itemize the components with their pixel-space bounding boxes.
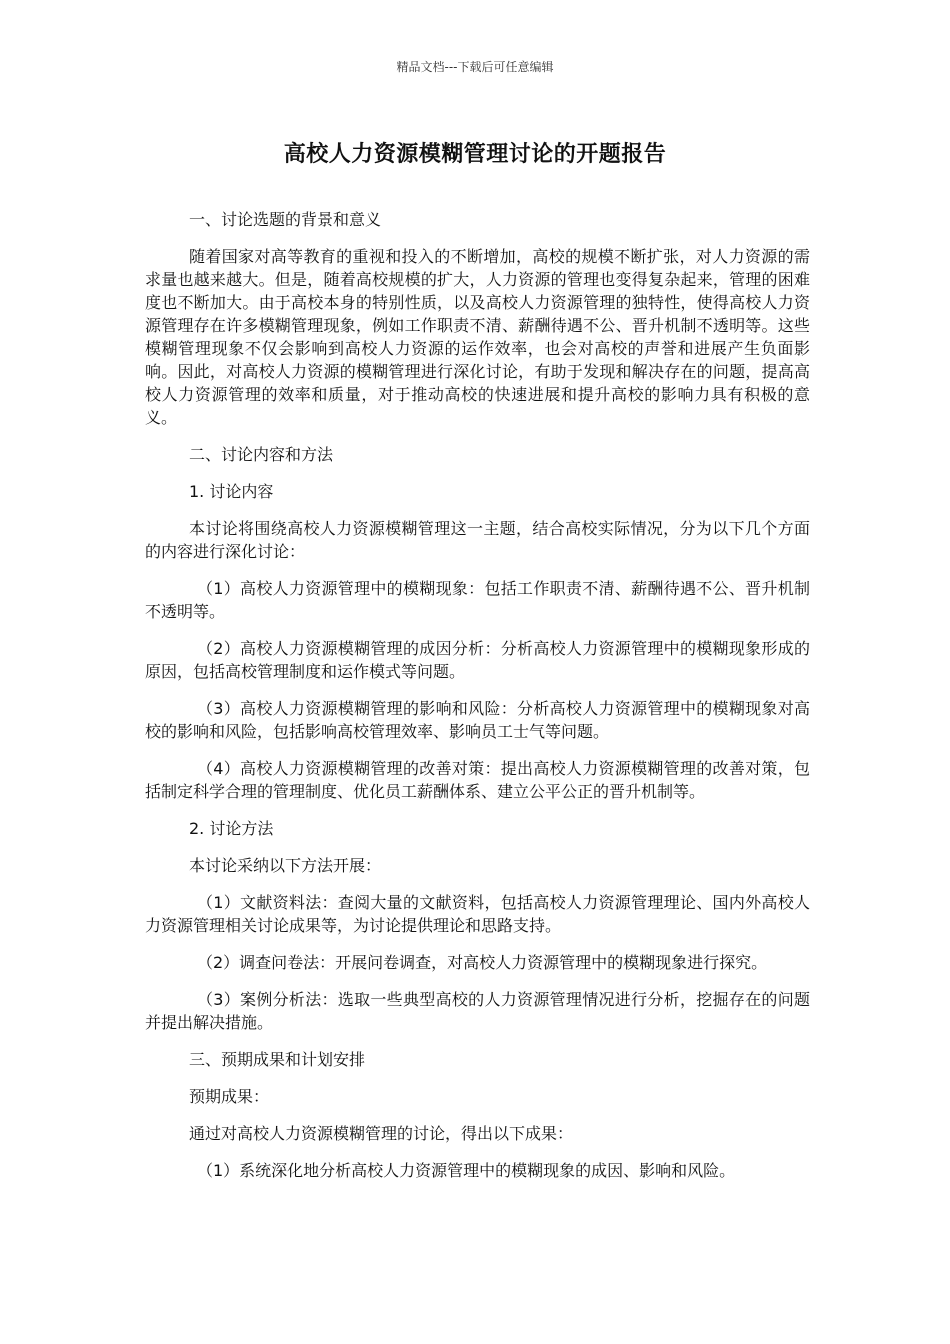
paragraph: 预期成果： bbox=[189, 1087, 270, 1106]
section-heading: 三、预期成果和计划安排 bbox=[189, 1050, 366, 1069]
document-title: 高校人力资源模糊管理讨论的开题报告 bbox=[283, 142, 667, 167]
paragraph: 本讨论采纳以下方法开展： bbox=[189, 856, 382, 875]
section-heading: 二、讨论内容和方法 bbox=[189, 445, 334, 464]
subsection-heading: 1. 讨论内容 bbox=[189, 482, 274, 501]
paragraph: 通过对高校人力资源模糊管理的讨论，得出以下成果： bbox=[189, 1124, 574, 1143]
subsection-heading: 2. 讨论方法 bbox=[189, 819, 274, 838]
page-header: 精品文档---下载后可任意编辑 bbox=[396, 60, 554, 74]
list-item: （2）高校人力资源模糊管理的成因分析：分析高校人力资源管理中的模糊现象形成的原因，包括高校管理制度和运作模式等问题。 bbox=[145, 639, 810, 681]
list-item: （3）案例分析法：选取一些典型高校的人力资源管理情况进行分析，挖掘存在的问题并提出解决措施。 bbox=[145, 990, 810, 1032]
list-item: （3）高校人力资源模糊管理的影响和风险：分析高校人力资源管理中的模糊现象对高校的影响和风险，包括影响高校管理效率、影响员工士气等问题。 bbox=[145, 699, 810, 741]
document-body bbox=[145, 208, 810, 1196]
paragraph: 随着国家对高等教育的重视和投入的不断增加，高校的规模不断扩张，对人力资源的需求量也越来越大。但是，随着高校规模的扩大，人力资源的管理也变得复杂起来，管理的困难度也不断加大。由于高校本身的特别性质，以及高校人力资源管理的独特性，使得高校人力资源管理存在许多模糊管理现象，例如工作职责不清、薪酬待遇不公、晋升机制不透明等。这些模糊管理现象不仅会影响到高校人力资源的运作效率，也会对高校的声誉和进展产生负面影响。因此，对高校人力资源的模糊管理进行深化讨论，有助于发现和解决存在的问题，提高高校人力资源管理的效率和质量，对于推动高校的快速进展和提升高校的影响力具有积极的意义。 bbox=[145, 247, 810, 427]
section-heading: 一、讨论选题的背景和意义 bbox=[189, 210, 382, 229]
paragraph: 本讨论将围绕高校人力资源模糊管理这一主题，结合高校实际情况，分为以下几个方面的内容进行深化讨论： bbox=[145, 519, 810, 561]
list-item: （4）高校人力资源模糊管理的改善对策：提出高校人力资源模糊管理的改善对策，包括制定科学合理的管理制度、优化员工薪酬体系、建立公平公正的晋升机制等。 bbox=[145, 759, 810, 801]
list-item: （1）系统深化地分析高校人力资源管理中的模糊现象的成因、影响和风险。 bbox=[197, 1161, 736, 1180]
list-item: （2）调查问卷法：开展问卷调查，对高校人力资源管理中的模糊现象进行探究。 bbox=[197, 953, 768, 972]
list-item: （1）文献资料法：查阅大量的文献资料，包括高校人力资源管理理论、国内外高校人力资源管理相关讨论成果等，为讨论提供理论和思路支持。 bbox=[145, 893, 810, 935]
list-item: （1）高校人力资源管理中的模糊现象：包括工作职责不清、薪酬待遇不公、晋升机制不透明等。 bbox=[145, 579, 810, 621]
